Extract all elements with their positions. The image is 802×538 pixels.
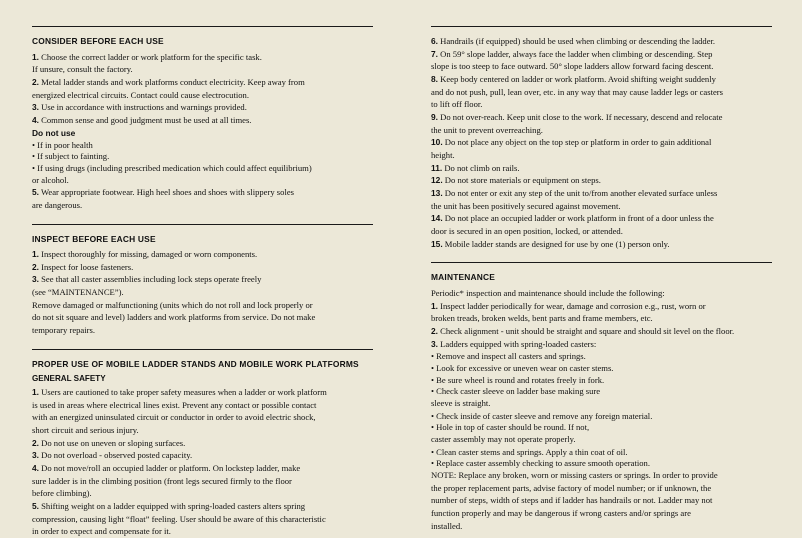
item-number: 10.	[431, 137, 443, 148]
body-text: compression, causing light “float” feeling. User should be aware of this characteristic	[32, 513, 326, 524]
item-text: Use in accordance with instructions and warnings provided.	[39, 102, 247, 113]
numbered-item	[32, 274, 373, 285]
section-heading: INSPECT BEFORE EACH USE	[32, 233, 156, 244]
body-text: the unit to prevent overreaching.	[431, 124, 543, 135]
left-sections	[32, 26, 373, 538]
section-divider	[32, 26, 373, 27]
bullet-item: • If subject to fainting.	[32, 151, 110, 162]
bullet-item: • If using drugs (including prescribed medication which could affect equilibrium)	[32, 162, 312, 173]
numbered-item	[32, 438, 373, 449]
body-text: is used in areas where electrical lines exist. Prevent any contact or possible contact	[32, 399, 317, 410]
item-number: 2.	[32, 261, 39, 272]
section-heading: PROPER USE OF MOBILE LADDER STANDS AND MOBILE WORK PLATFORMS	[32, 358, 359, 369]
item-number: 1.	[32, 386, 39, 397]
item-text: Do not store materials or equipment on steps.	[442, 175, 601, 186]
body-text: (see “MAINTENANCE”).	[32, 287, 124, 298]
item-number: 1.	[32, 249, 39, 260]
item-text: Inspect ladder periodically for wear, damage and corrosion e.g., rust, worn or	[438, 300, 706, 311]
item-number: 7.	[431, 48, 438, 59]
numbered-item	[32, 187, 373, 198]
numbered-item	[32, 52, 373, 63]
body-text: caster assembly may not operate properly.	[431, 433, 576, 444]
body-text: broken treads, broken welds, bent parts and frame members, etc.	[431, 313, 653, 324]
numbered-item	[431, 326, 772, 337]
body-text: in order to expect and compensate for it.	[32, 526, 171, 537]
item-text: Do not climb on rails.	[442, 162, 520, 173]
section-spacer	[32, 213, 373, 224]
bullet-item: • If in poor health	[32, 139, 93, 150]
item-number: 3.	[32, 102, 39, 113]
section-divider	[32, 224, 373, 225]
item-text: Choose the correct ladder or work platform for the specific task.	[39, 51, 262, 62]
item-text: Handrails (if equipped) should be used when climbing or descending the ladder.	[438, 36, 716, 46]
item-number: 1.	[32, 51, 39, 62]
numbered-item	[32, 77, 373, 88]
numbered-item	[32, 450, 373, 461]
bullet-item: • Hole in top of caster should be round. If not,	[431, 422, 590, 433]
body-text: function properly and may be dangerous if wrong casters and/or springs are	[431, 508, 691, 519]
left-column	[32, 26, 373, 537]
item-number: 3.	[431, 338, 438, 349]
body-text: with an energized uninsulated circuit or conductor in order to avoid electric shock,	[32, 412, 316, 423]
item-number: 12.	[431, 175, 443, 186]
numbered-item	[431, 36, 772, 47]
item-number: 3.	[32, 274, 39, 285]
item-text: Do not place any object on the top step or platform in order to gain additional	[442, 137, 712, 148]
item-number: 5.	[32, 187, 39, 198]
numbered-item	[431, 112, 772, 123]
numbered-item	[32, 387, 373, 398]
section-divider	[431, 26, 772, 27]
body-text: height.	[431, 150, 455, 161]
numbered-item	[431, 339, 772, 350]
body-text: energized electrical circuits. Contact could cause electrocution.	[32, 89, 249, 100]
numbered-item	[32, 102, 373, 113]
body-text: and do not push, pull, lean over, etc. in any way that may cause ladder legs or casters	[431, 86, 723, 97]
item-text: Do not over-reach. Keep unit close to the work. If necessary, descend and relocate	[438, 112, 723, 123]
item-text: Do not enter or exit any step of the unit to/from another elevated surface unless	[442, 188, 718, 199]
item-text: Shifting weight on a ladder equipped with spring-loaded casters alters spring	[39, 501, 306, 512]
item-number: 13.	[431, 188, 443, 199]
bullet-item: • Look for excessive or uneven wear on caster stems.	[431, 362, 614, 373]
section-divider	[32, 349, 373, 350]
section-maintenance	[431, 262, 772, 531]
bullet-item: • Check caster sleeve on ladder base making sure	[431, 386, 601, 397]
body-text: do not sit square and level) ladders and work platforms from service. Do not make	[32, 312, 316, 323]
item-text: Do not overload - observed posted capacity.	[39, 450, 193, 461]
body-text: the proper replacement parts, advise factory of model number; or if unknown, the	[431, 482, 712, 493]
body-text: sleeve is straight.	[431, 397, 491, 408]
item-text: Ladders equipped with spring-loaded casters:	[438, 338, 597, 349]
item-text: Check alignment - unit should be straight and square and should sit level on the floor.	[438, 325, 735, 336]
body-text: or alcohol.	[32, 174, 69, 185]
item-text: Do not use on uneven or sloping surfaces.	[39, 437, 186, 448]
body-text: before climbing).	[32, 488, 92, 499]
item-number: 2.	[431, 325, 438, 336]
numbered-item	[431, 239, 772, 250]
item-text: Inspect for loose fasteners.	[39, 261, 134, 272]
body-text: If unsure, consult the factory.	[32, 64, 133, 75]
item-number: 9.	[431, 112, 438, 123]
item-text: Metal ladder stands and work platforms conduct electricity. Keep away from	[39, 76, 305, 87]
item-number: 5.	[32, 501, 39, 512]
body-text: Periodic* inspection and maintenance should include the following:	[431, 287, 665, 298]
numbered-item	[431, 213, 772, 224]
item-number: 1.	[431, 300, 438, 311]
item-number: 2.	[32, 76, 39, 87]
item-number: 4.	[32, 114, 39, 125]
section-spacer	[32, 338, 373, 349]
section-divider	[431, 262, 772, 263]
item-text: Mobile ladder stands are designed for use by one (1) person only.	[442, 238, 670, 249]
item-number: 14.	[431, 213, 443, 224]
numbered-item	[431, 175, 772, 186]
bullet-item: • Check inside of caster sleeve and remove any foreign material.	[431, 410, 653, 421]
bullet-item: • Replace caster assembly checking to assure smooth operation.	[431, 458, 650, 469]
item-number: 2.	[32, 437, 39, 448]
section-consider	[32, 26, 373, 211]
body-text: door is secured in an open position, locked, or attended.	[431, 226, 623, 237]
body-text: installed.	[431, 520, 463, 531]
section-spacer	[431, 251, 772, 262]
item-text: Keep body centered on ladder or work platform. Avoid shifting weight suddenly	[438, 74, 716, 85]
right-column	[431, 26, 772, 531]
body-text: temporary repairs.	[32, 325, 95, 336]
item-number: 8.	[431, 74, 438, 85]
body-text: to lift off floor.	[431, 99, 483, 110]
body-text: are dangerous.	[32, 199, 83, 210]
item-text: See that all caster assemblies including lock steps operate freely	[39, 274, 262, 285]
item-text: On 59° slope ladder, always face the ladder when climbing or descending. Step	[438, 48, 713, 59]
body-text: NOTE: Replace any broken, worn or missing casters or springs. In order to provide	[431, 470, 718, 480]
item-number: 4.	[32, 463, 39, 473]
numbered-item	[431, 163, 772, 174]
warning-text: Do not use	[32, 128, 76, 139]
right-sections	[431, 26, 772, 532]
item-text: Do not place an occupied ladder or work platform in front of a door unless the	[442, 213, 714, 224]
item-text: Common sense and good judgment must be used at all times.	[39, 114, 252, 125]
numbered-item	[431, 49, 772, 60]
numbered-item	[431, 74, 772, 85]
numbered-item	[32, 262, 373, 273]
item-text: Do not move/roll an occupied ladder or platform. On lockstep ladder, make	[39, 463, 301, 473]
body-text: slope is too steep to face outward. 50° slope ladders allow forward facing descent.	[431, 61, 714, 72]
section-proper-use	[32, 349, 373, 538]
section-continued	[431, 26, 772, 250]
item-text: Users are cautioned to take proper safety measures when a ladder or work platform	[39, 386, 327, 397]
item-number: 6.	[431, 36, 438, 46]
body-text: short circuit and serious injury.	[32, 424, 139, 435]
item-text: Wear appropriate footwear. High heel shoes and shoes with slippery soles	[39, 187, 294, 198]
item-number: 15.	[431, 238, 443, 249]
body-text: sure ladder is in the climbing position (front legs secured firmly to the floor	[32, 475, 292, 486]
item-number: 11.	[431, 162, 443, 173]
body-text: the unit has been positively secured against movement.	[431, 200, 621, 211]
numbered-item	[32, 115, 373, 126]
numbered-item	[431, 301, 772, 312]
item-number: 3.	[32, 450, 39, 461]
section-subheading: GENERAL SAFETY	[32, 374, 106, 384]
bullet-item: • Be sure wheel is round and rotates freely in fork.	[431, 374, 605, 385]
numbered-item	[431, 188, 772, 199]
bullet-item: • Remove and inspect all casters and springs.	[431, 351, 586, 362]
item-text: Inspect thoroughly for missing, damaged or worn components.	[39, 249, 258, 260]
bullet-item: • Clean caster stems and springs. Apply a thin coat of oil.	[431, 446, 628, 457]
section-heading: CONSIDER BEFORE EACH USE	[32, 36, 164, 46]
section-heading: MAINTENANCE	[431, 272, 496, 283]
numbered-item	[431, 137, 772, 148]
numbered-item	[32, 249, 373, 260]
numbered-item	[32, 463, 373, 474]
section-inspect	[32, 224, 373, 337]
body-text: Remove damaged or malfunctioning (units which do not roll and lock properly or	[32, 299, 313, 310]
body-text: number of steps, width of steps and if ladder has handrails or not. Ladder may not	[431, 495, 713, 506]
